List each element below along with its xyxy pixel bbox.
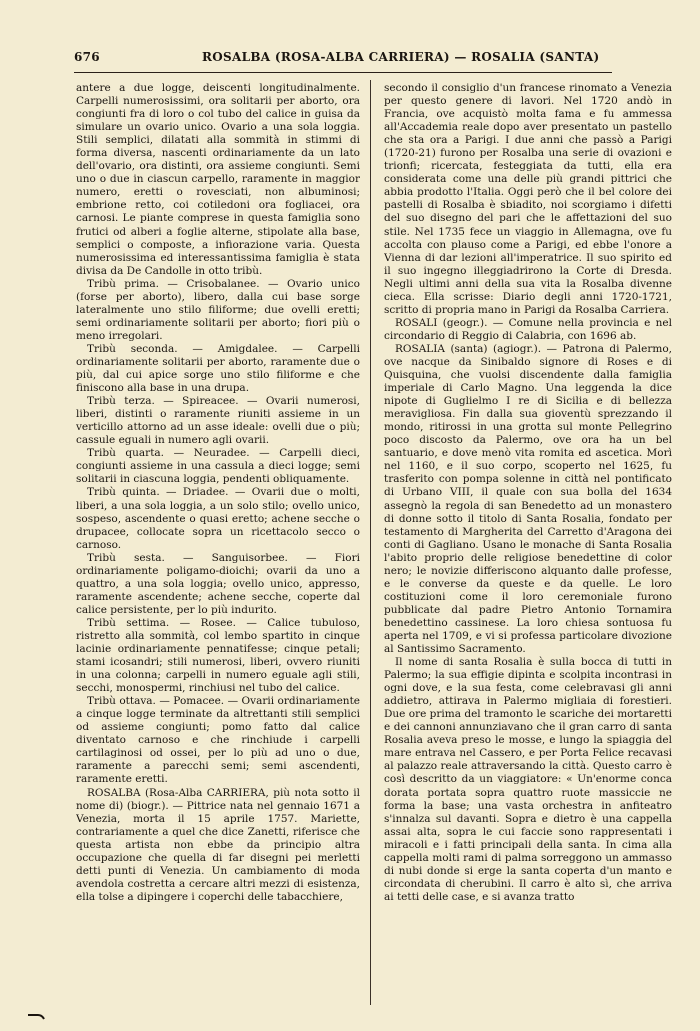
- paragraph: secondo il consiglio d'un francese rinomato a Venezia per questo genere di lavori. Nel 1720 andò in Francia, ove acquistò molta fama e fu ammessa all'Accademia reale dopo aver presentato un pastello che sta ora a Parigi. I due anni che passò a Parigi (1720-21) furono per Rosalba una serie di ovazioni e trionfi; ricercata, festeggiata da tutti, ella era considerata come una delle più grandi pittrici che abbia prodotto l'Italia. Oggi però che il bel colore dei pastelli di Rosalba è sbiadito, noi scorgiamo i difetti del suo disegno del pari che le affettazioni del suo stile. Nel 1735 fece un viaggio in Allemagna, ove fu accolta con plauso come a Parigi, ed ebbe l'onore a Vienna di dar lezioni all'imperatrice. Il suo spirito ed il suo ingegno illeggiadrirono la Corte di Dresda. Negli ultimi anni della sua vita la Rosalba divenne cieca. Ella scrisse: Diario degli anni 1720-1721, scritto di propria mano in Parigi da Rosalba Carriera.: [384, 82, 672, 316]
- paragraph: ROSALBA (Rosa-Alba CARRIERA, più nota sotto il nome di) (biogr.). — Pittrice nata nel gennaio 1671 a Venezia, morta il 15 aprile 1757. Mariette, contrariamente a quel che dice Zanetti, riferisce che questa artista non ebbe da principio altra occupazione che quella di far disegni pei merletti detti punti di Venezia. Un cambiamento di moda avendola costretta a cercare altri mezzi di esistenza, ella tolse a dipingere i coperchi delle tabacchiere,: [76, 786, 360, 903]
- paragraph: Tribù prima. — Crisobalanee. — Ovario unico (forse per aborto), libero, dalla cui base sorge lateralmente uno stilo filiforme; due ovelli eretti; semi ordinariamente solitarii per aborto; fiori più o meno irregolari.: [76, 277, 360, 342]
- paragraph: Tribù quarta. — Neuradee. — Carpelli dieci, congiunti assieme in una cassula a dieci logge; semi solitarii in ciascuna loggia, pendenti obliquamente.: [76, 447, 360, 486]
- paragraph: Tribù terza. — Spireacee. — Ovarii numerosi, liberi, distinti o raramente riuniti assieme in un verticillo attorno ad un asse ideale: ovelli due o più; cassule eguali in numero agli ovarii.: [76, 395, 360, 447]
- page-header: [74, 47, 612, 67]
- paragraph: Il nome di santa Rosalia è sulla bocca di tutti in Palermo; la sua effigie dipinta e scolpita incontrasi in ogni dove, e la sua festa, come celebravasi gli anni addietro, attirava in Palermo migliaia di forestieri. Due ore prima del tramonto le scariche dei mortaretti e dei cannoni annunziavano che il gran carro di santa Rosalia aveva preso le mosse, e lungo la spiaggia del mare entrava nel Cassero, e per Porta Felice recavasi al palazzo reale attraversando la città. Questo carro è così descritto da un viaggiatore: « Un'enorme conca dorata portata sopra quattro ruote massiccie ne forma la base; una vasta orchestra in anfiteatro s'innalza sul davanti. Sopra e dietro è una cappella assai alta, sopra le cui faccie sono rappresentati i miracoli e i fatti principali della santa. In cima alla cappella molti rami di palma sorreggono un ammasso di nubi donde si erge la santa coperta d'un manto e circondata di cherubini. Il carro è alto sì, che arriva ai tetti delle case, e si avanza tratto: [384, 656, 672, 903]
- paragraph: ROSALIA (santa) (agiogr.). — Patrona di Palermo, ove nacque da Sinibaldo signore di Roses e di Quisquina, che vuolsi discendente dalla famiglia imperiale di Carlo Magno. Una leggenda la dice nipote di Guglielmo I re di Sicilia e di bellezza meravigliosa. Fin dalla sua gioventù sprezzando il mondo, ritirossi in una grotta sul monte Pellegrino poco discosto da Palermo, ove ora ha un bel santuario, e dove menò vita romita ed ascetica. Morì nel 1160, e il suo corpo, scoperto nel 1625, fu trasferito con pompa solenne in città nel pontificato di Urbano VIII, il quale con sua bolla del 1634 assegnò la regola di san Benedetto ad un monastero di donne sotto il titolo di Santa Rosalia, fondato per testamento di Margherita del Carretto d'Aragona dei conti di Gagliano. Usano le monache di Santa Rosalia l'abito proprio delle religiose benedettine di color nero; le novizie differiscono alquanto dalle professe, e le converse da queste e da quelle. Le loro costituzioni come il loro ceremoniale furono pubblicate dal padre Pietro Antonio Tornamira benedettino cassinese. La loro chiesa sontuosa fu aperta nel 1709, e vi si professa particolare divozione al Santissimo Sacramento.: [384, 342, 672, 656]
- paragraph: Tribù sesta. — Sanguisorbee. — Fiori ordinariamente poligamo-dioichi; ovarii da uno a quattro, a una sola loggia; ovello unico, appresso, raramente ascendente; achene secche, coperte dal calice persistente, per lo più indurito.: [76, 551, 360, 616]
- paragraph: Tribù settima. — Rosee. — Calice tubuloso, ristretto alla sommità, col lembo spartito in cinque lacinie ordinariamente pennatifesse; cinque petali; stami icosandri; stili numerosi, liberi, ovvero riuniti in una colonna; carpelli in numero eguale agli stili, secchi, monospermi, rinchiusi nel tubo del calice.: [76, 616, 360, 695]
- right-column: [384, 82, 672, 1002]
- header-rule: [74, 72, 612, 73]
- page-number: 676: [74, 50, 100, 64]
- paragraph: Tribù quinta. — Driadee. — Ovarii due o molti, liberi, a una sola loggia, a un solo stilo; ovello unico, sospeso, ascendente o quasi eretto; achene secche o drupacee, collocate sopra un ricettacolo secco o carnoso.: [76, 486, 360, 551]
- paragraph: ROSALI (geogr.). — Comune nella provincia e nel circondario di Reggio di Calabria, con 1696 ab.: [384, 316, 672, 342]
- paragraph: antere a due logge, deiscenti longitudinalmente. Carpelli numerosissimi, ora solitarii per aborto, ora congiunti fra di loro o col tubo del calice in guisa da simulare un ovario unico. Ovario a una sola loggia. Stili semplici, dilatati alla sommità in stimmi di forma diversa, nascenti ordinariamente da un lato dell'ovario, ora distinti, ora assieme congiunti. Semi uno o due in ciascun carpello, raramente in maggior numero, eretti o rovesciati, non albuminosi; embrione retto, coi cotiledoni ora fogliacei, ora carnosi. Le piante comprese in questa famiglia sono frutici od alberi a foglie alterne, stipolate alla base, semplici o composte, a infiorazione varia. Questa numerosissima ed interessantissima famiglia è stata divisa da De Candolle in otto tribù.: [76, 82, 360, 277]
- margin-mark-icon: [26, 1012, 48, 1022]
- left-column: [76, 82, 360, 1002]
- paragraph: Tribù seconda. — Amigdalee. — Carpelli ordinariamente solitarii per aborto, raramente due o più, dal cui apice sorge uno stilo filiforme e che finiscono alla base in una drupa.: [76, 342, 360, 395]
- paragraph: Tribù ottava. — Pomacee. — Ovarii ordinariamente a cinque logge terminate da altrettanti stili semplici od assieme congiunti; pomo fatto dal calice diventato carnoso e che rinchiude i carpelli cartilaginosi od ossei, per lo più ad uno o due, raramente a parecchi semi; semi ascendenti, raramente eretti.: [76, 695, 360, 786]
- column-divider: [370, 80, 371, 1005]
- running-title: ROSALBA (ROSA-ALBA CARRIERA) — ROSALIA (SANTA): [202, 50, 600, 64]
